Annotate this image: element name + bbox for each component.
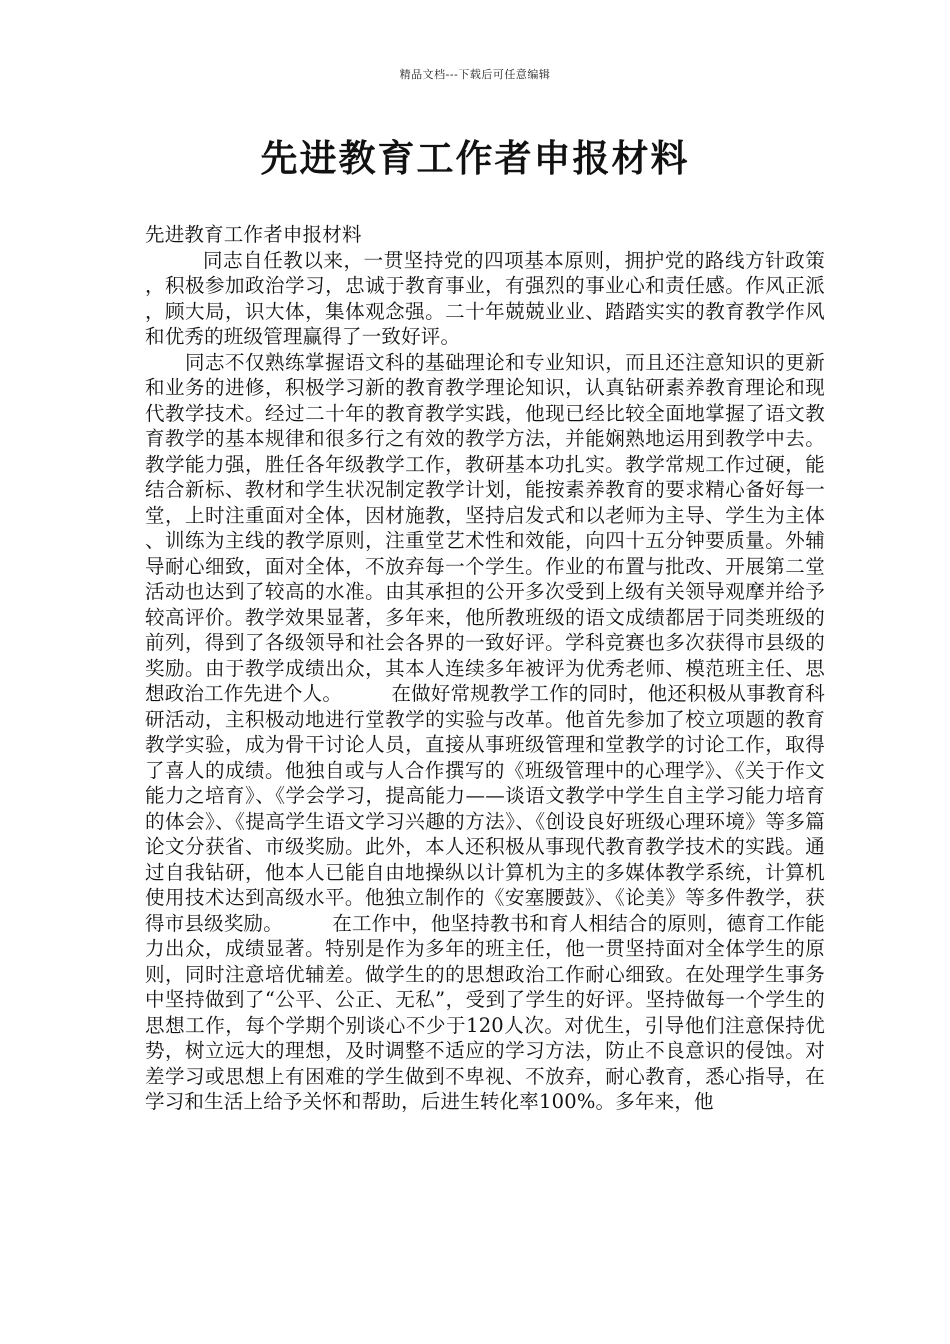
- body-paragraph-1: 同志自任教以来，一贯坚持党的四项基本原则，拥护党的路线方针政策，积极参加政治学习，忠诚于教育事业，有强烈的事业心和责任感。作风正派，顾大局，识大体，集体观念强。二十年兢兢业业、踏踏实实的教育教学作风和优秀的班级管理赢得了一致好评。: [145, 248, 825, 348]
- header-note: 精品文档---下载后可任意编辑: [399, 68, 551, 81]
- body-paragraph-2: 同志不仅熟练掌握语文科的基础理论和专业知识，而且还注意知识的更新和业务的进修，积极学习新的教育教学理论知识，认真钻研素养教育理论和现代教学技术。经过二十年的教育教学实践，他现已经比较全面地掌握了语文教育教学的基本规律和很多行之有效的教学方法，并能娴熟地运用到教学中去。教学能力强，胜任各年级教学工作，教研基本功扎实。教学常规工作过硬，能结合新标、教材和学生状况制定教学计划，能按素养教育的要求精心备好每一堂，上时注重面对全体，因材施教，坚持启发式和以老师为主导、学生为主体、训练为主线的教学原则，注重堂艺术性和效能，向四十五分钟要质量。外辅导耐心细致，面对全体，不放弃每一个学生。作业的布置与批改、开展第二堂活动也达到了较高的水准。由其承担的公开多次受到上级有关领导观摩并给予较高评价。教学效果显著，多年来，他所教班级的语文成绩都居于同类班级的前列，得到了各级领导和社会各界的一致好评。学科竞赛也多次获得市县级的奖励。由于教学成绩出众，其本人连续多年被评为优秀老师、模范班主任、思想政治工作先进个人。 在做好常规教学工作的同时，他还积极从事教育科研活动，主积极动地进行堂教学的实验与改革。他首先参加了校立项题的教育教学实验，成为骨干讨论人员，直接从事班级管理和堂教学的讨论工作，取得了喜人的成绩。他独自或与人合作撰写的《班级管理中的心理学》、《关于作文能力之培育》、《学会学习，提高能力——谈语文教学中学生自主学习能力培育的体会》、《提高学生语文学习兴趣的方法》、《创设良好班级心理环境》等多篇论文分获省、市级奖励。此外，本人还积极从事现代教育教学技术的实践。通过自我钻研，他本人已能自由地操纵以计算机为主的多媒体教学系统，计算机使用技术达到高级水平。他独立制作的《安塞腰鼓》、《论美》等多件教学，获得市县级奖励。 在工作中，他坚持教书和育人相结合的原则，德育工作能力出众，成绩显著。特别是作为多年的班主任，他一贯坚持面对全体学生的原则，同时注意培优辅差。做学生的的思想政治工作耐心细致。在处理学生事务中坚持做到了“公平、公正、无私”，受到了学生的好评。坚持做每一个学生的思想工作，每个学期个别谈心不少于120人次。对优生，引导他们注意保持优势，树立远大的理想，及时调整不适应的学习方法，防止不良意识的侵蚀。对差学习或思想上有困难的学生做到不卑视、不放弃，耐心教育，悉心指导，在学习和生活上给予关怀和帮助，后进生转化率100%。多年来，他: [145, 350, 825, 1113]
- body-subtitle: 先进教育工作者申报材料: [145, 223, 362, 246]
- document-body: [145, 222, 825, 1115]
- document-title: 先进教育工作者申报材料: [260, 137, 690, 180]
